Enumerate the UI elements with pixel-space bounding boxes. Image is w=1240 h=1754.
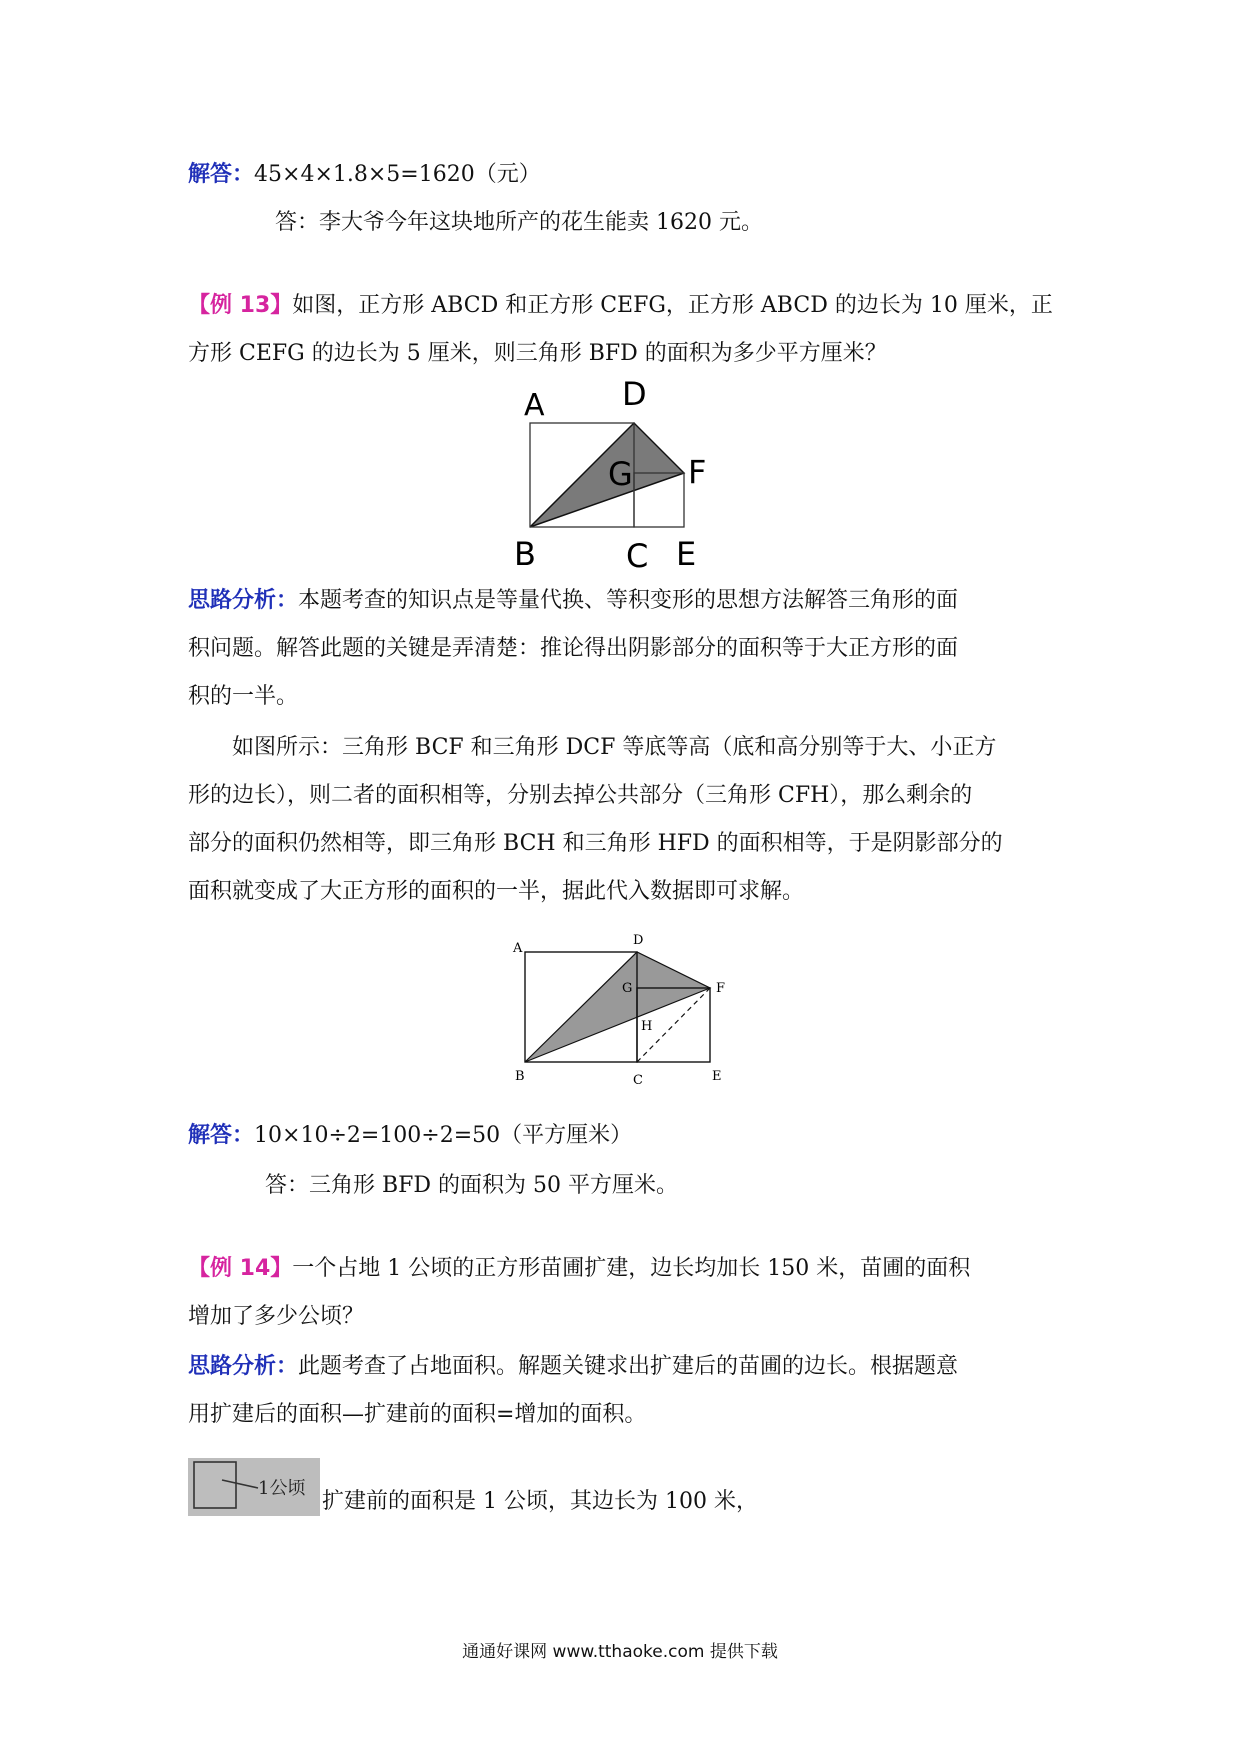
answer-line bbox=[188, 1121, 1058, 1151]
explanation-line-3: 部分的面积仍然相等，即三角形 BCH 和三角形 HFD 的面积相等，于是阴影部分的 bbox=[188, 831, 1003, 856]
answer-reply: 答：李大爷今年这块地所产的花生能卖 1620 元。 bbox=[275, 210, 763, 235]
analysis-line-2: 积问题。解答此题的关键是弄清楚：推论得出阴影部分的面积等于大正方形的面 bbox=[188, 636, 959, 661]
analysis-label: 思路分析： bbox=[188, 588, 299, 613]
example-14-tag: 【例 14】 bbox=[188, 1256, 293, 1281]
answer-label: 解答： bbox=[188, 162, 255, 187]
analysis-text-1: 本题考查的知识点是等量代换、等积变形的思想方法解答三角形的面 bbox=[298, 588, 959, 613]
label-c: C bbox=[626, 537, 649, 575]
answer-reply: 答：三角形 BFD 的面积为 50 平方厘米。 bbox=[265, 1173, 679, 1198]
example-14-question-line-1 bbox=[188, 1254, 1058, 1284]
label-d: D bbox=[633, 933, 644, 948]
analysis-text-1: 此题考查了占地面积。解题关键求出扩建后的苗圃的边长。根据题意 bbox=[298, 1354, 959, 1379]
answer-line bbox=[188, 160, 1058, 190]
area-thumbnail-image bbox=[188, 1458, 320, 1516]
label-g: G bbox=[622, 981, 633, 996]
figure-squares-printed bbox=[505, 928, 745, 1088]
example-14-question-text-1: 一个占地 1 公顷的正方形苗圃扩建，边长均加长 150 米，苗圃的面积 bbox=[292, 1256, 971, 1281]
example-13-question-line-1 bbox=[188, 291, 1058, 321]
analysis-label: 思路分析： bbox=[188, 1354, 299, 1379]
label-f: F bbox=[716, 981, 726, 996]
analysis-line-1 bbox=[188, 586, 1058, 616]
example-13-question-text-1: 如图，正方形 ABCD 和正方形 CEFG，正方形 ABCD 的边长为 10 厘米，正 bbox=[292, 293, 1053, 318]
analysis-line-1 bbox=[188, 1352, 1058, 1382]
label-d: D bbox=[622, 375, 647, 413]
explanation-line-4: 面积就变成了大正方形的面积的一半，据此代入数据即可求解。 bbox=[188, 879, 805, 904]
page-footer: 通通好课网 www.tthaoke.com 提供下载 bbox=[462, 1642, 778, 1662]
shaded-triangle-bfd bbox=[530, 423, 684, 527]
label-b: B bbox=[514, 535, 536, 573]
analysis-line-3: 积的一半。 bbox=[188, 684, 299, 709]
analysis-line-2: 用扩建后的面积—扩建前的面积=增加的面积。 bbox=[188, 1402, 647, 1427]
example-13-tag: 【例 13】 bbox=[188, 293, 293, 318]
thumb-label: 1公顷 bbox=[258, 1478, 306, 1499]
label-e: E bbox=[676, 535, 697, 573]
explanation-line-1: 如图所示：三角形 BCF 和三角形 DCF 等底等高（底和高分别等于大、小正方 bbox=[232, 735, 997, 760]
label-a: A bbox=[513, 941, 523, 956]
label-f: F bbox=[688, 453, 707, 491]
example-14-question-line-2: 增加了多少公顷？ bbox=[188, 1304, 365, 1329]
example-14-step-line: 扩建前的面积是 1 公顷，其边长为 100 米， bbox=[322, 1489, 758, 1514]
label-e: E bbox=[712, 1069, 722, 1084]
answer-calc: 45×4×1.8×5=1620（元） bbox=[254, 162, 541, 187]
label-h: H bbox=[641, 1019, 653, 1034]
answer-label: 解答： bbox=[188, 1123, 255, 1148]
label-a: A bbox=[524, 388, 545, 423]
answer-calc: 10×10÷2=100÷2=50（平方厘米） bbox=[254, 1123, 633, 1148]
label-g: G bbox=[608, 455, 633, 493]
label-b: B bbox=[515, 1069, 525, 1084]
explanation-line-2: 形的边长），则二者的面积相等，分别去掉公共部分（三角形 CFH），那么剩余的 bbox=[188, 783, 973, 808]
figure-squares-handdrawn bbox=[510, 375, 740, 575]
example-13-question-line-2: 方形 CEFG 的边长为 5 厘米，则三角形 BFD 的面积为多少平方厘米？ bbox=[188, 341, 887, 366]
label-c: C bbox=[633, 1073, 643, 1088]
shaded-triangle-bfd bbox=[525, 952, 710, 1062]
